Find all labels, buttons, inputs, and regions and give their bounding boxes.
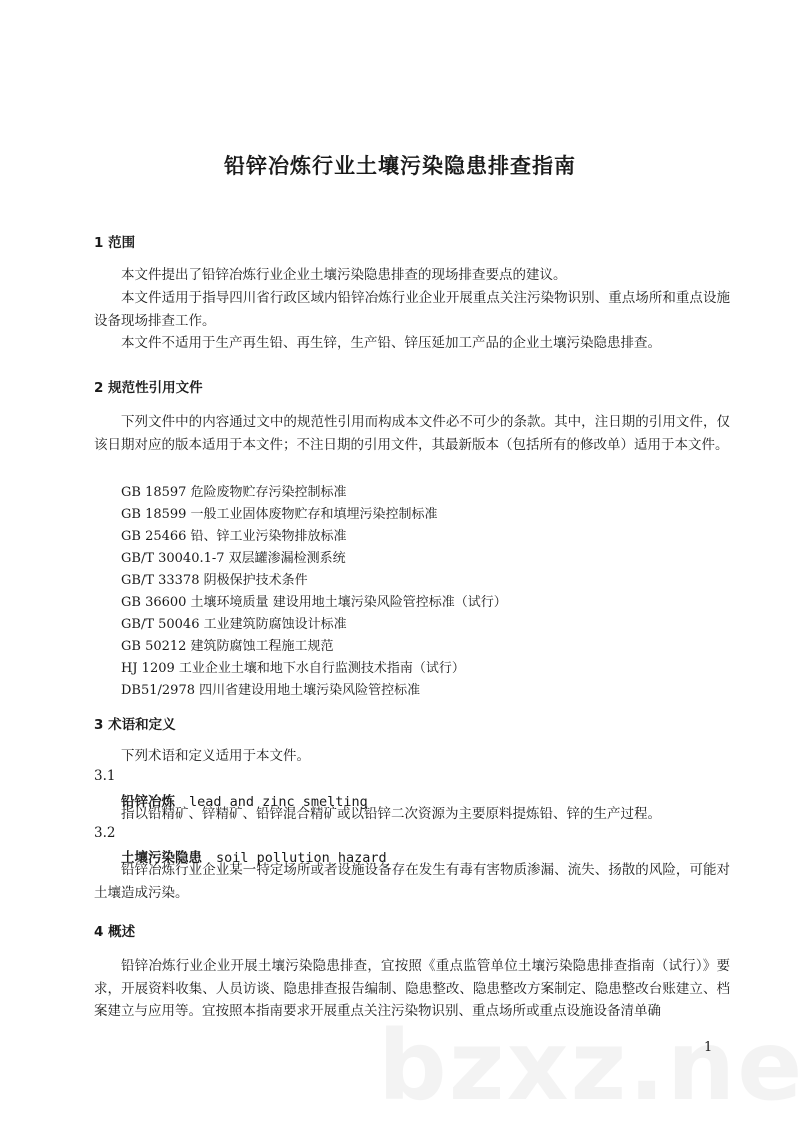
section-2-heading: 2 规范性引用文件 [94, 380, 203, 396]
section-2-intro: 下列文件中的内容通过文中的规范性引用而构成本文件必不可少的条款。其中，注日期的引用文件，仅该日期对应的版本适用于本文件；不注日期的引用文件，其最新版本（包括所有的修改单）适用于本文件。 [94, 414, 730, 453]
section-1-paragraph-3: 本文件不适用于生产再生铅、再生锌，生产铅、锌压延加工产品的企业土壤污染隐患排查。 [121, 335, 661, 351]
term-chinese: 铅锌冶炼 [121, 794, 175, 810]
term-chinese: 土壤污染隐患 [121, 850, 202, 866]
reference-item: GB/T 33378 阴极保护技术条件 [121, 573, 308, 588]
document-title: 铅锌冶炼行业土壤污染隐患排查指南 [224, 154, 576, 178]
section-4-paragraph: 铅锌冶炼行业企业开展土壤污染隐患排查，宜按照《重点监管单位土壤污染隐患排查指南（试行）》要求，开展资料收集、人员访谈、隐患排查报告编制、隐患整改、隐患整改方案制定、隐患整改台账建立、档案建立与应用等。宜按照本指南要求开展重点关注污染物识别、重点场所或重点设施设备清单确 [94, 958, 730, 1019]
term-english: lead and zinc smelting [189, 794, 368, 810]
section-3-heading: 3 术语和定义 [94, 717, 176, 733]
section-3-intro: 下列术语和定义适用于本文件。 [121, 748, 310, 764]
reference-item: GB 18599 一般工业固体废物贮存和填埋污染控制标准 [121, 507, 438, 522]
section-1-paragraph-1: 本文件提出了铅锌冶炼行业企业土壤污染隐患排查的现场排查要点的建议。 [121, 267, 567, 283]
term-definition: 指以铅精矿、锌精矿、铅锌混合精矿或以铅锌二次资源为主要原料提炼铅、锌的生产过程。 [121, 806, 661, 822]
term-english: soil pollution hazard [216, 850, 387, 866]
reference-item: GB 36600 土壤环境质量 建设用地土壤污染风险管控标准（试行） [121, 595, 507, 610]
reference-item: GB/T 50046 工业建筑防腐蚀设计标准 [121, 617, 347, 632]
section-4-heading: 4 概述 [94, 924, 136, 940]
page-number: 1 [704, 1040, 713, 1055]
term-number: 3.1 [94, 768, 116, 784]
reference-item: GB/T 30040.1-7 双层罐渗漏检测系统 [121, 551, 346, 566]
reference-item: DB51/2978 四川省建设用地土壤污染风险管控标准 [121, 683, 421, 698]
reference-item: GB 50212 建筑防腐蚀工程施工规范 [121, 639, 334, 654]
reference-item: GB 18597 危险废物贮存污染控制标准 [121, 485, 347, 500]
reference-item: GB 25466 铅、锌工业污染物排放标准 [121, 529, 347, 544]
watermark [378, 1010, 800, 1122]
section-1-heading: 1 范围 [94, 235, 136, 251]
term-number: 3.2 [94, 825, 116, 841]
reference-item: HJ 1209 工业企业土壤和地下水自行监测技术指南（试行） [121, 661, 465, 676]
term-definition: 铅锌冶炼行业企业某一特定场所或者设施设备存在发生有毒有害物质渗漏、流失、扬散的风险，可能对土壤造成污染。 [94, 862, 730, 901]
section-1-paragraph-2: 本文件适用于指导四川省行政区域内铅锌冶炼行业企业开展重点关注污染物识别、重点场所和重点设施设备现场排查工作。 [94, 290, 730, 329]
